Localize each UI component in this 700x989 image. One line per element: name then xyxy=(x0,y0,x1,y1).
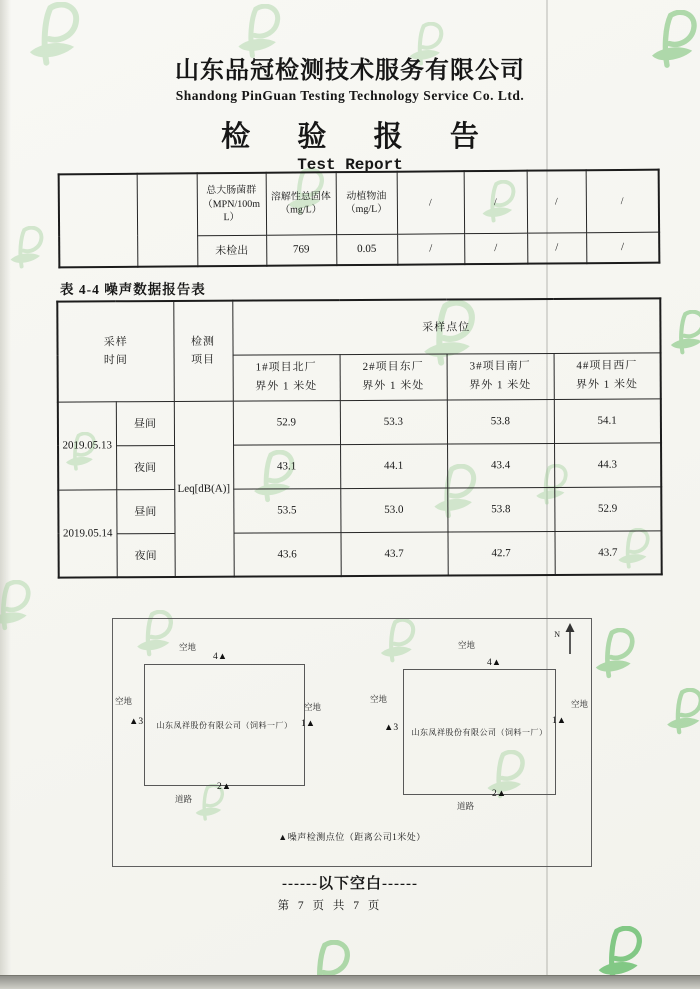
date-cell: 2019.05.13 xyxy=(58,401,116,489)
brand-watermark-logo xyxy=(588,628,640,680)
blank-below-note: ------以下空白------ xyxy=(282,876,418,892)
noise-point-4: 4▲ xyxy=(487,658,502,668)
brand-watermark-logo xyxy=(660,688,700,736)
noise-value: 52.9 xyxy=(233,400,340,445)
param-header: 总大肠菌群（MPN/100mL） xyxy=(197,173,266,236)
report-title-en: Test Report xyxy=(297,156,403,174)
open-space-label: 空地 xyxy=(458,640,476,650)
result-value: 0.05 xyxy=(336,234,397,265)
factory-name: 山东凤祥股份有限公司（饲料一厂） xyxy=(411,727,548,737)
noise-value: 43.7 xyxy=(340,532,447,577)
param-header: 溶解性总固体（mg/L） xyxy=(266,172,336,235)
road-label: 道路 xyxy=(175,794,193,804)
factory-outline-west xyxy=(144,664,305,786)
param-header: 动植物油（mg/L） xyxy=(336,172,397,234)
date-cell: 2019.05.14 xyxy=(58,489,116,577)
noise-point-1: 1▲ xyxy=(301,719,316,729)
test-item-cell: Leq[dB(A)] xyxy=(174,401,234,577)
result-value: / xyxy=(464,233,527,264)
result-value: / xyxy=(397,233,464,265)
noise-value: 53.8 xyxy=(447,399,554,444)
empty-cell xyxy=(59,174,138,268)
noise-data-table xyxy=(56,297,662,578)
noise-point-1: 1▲ xyxy=(552,716,567,726)
report-title-cn: 检 验 报 告 xyxy=(221,121,499,153)
noise-value: 53.0 xyxy=(340,488,447,533)
noise-value: 42.7 xyxy=(447,531,554,576)
period-cell: 夜间 xyxy=(116,445,174,489)
noise-value: 43.1 xyxy=(233,444,340,489)
factory-name: 山东凤祥股份有限公司（饲料一厂） xyxy=(156,720,293,730)
noise-value: 53.8 xyxy=(447,487,554,532)
noise-value: 43.7 xyxy=(554,530,661,575)
point-header: 3#项目南厂 界外 1 米处 xyxy=(447,353,554,400)
factory-outline-east xyxy=(403,669,556,795)
noise-point-2: 2▲ xyxy=(217,782,232,792)
open-space-label: 空地 xyxy=(115,696,133,706)
param-header: / xyxy=(527,170,586,232)
noise-point-2: 2▲ xyxy=(492,789,507,799)
param-header: / xyxy=(464,171,527,233)
open-space-label: 空地 xyxy=(370,694,388,704)
result-value: / xyxy=(527,232,586,263)
open-space-label: 空地 xyxy=(304,702,322,712)
noise-value: 44.1 xyxy=(340,444,447,489)
water-results-table xyxy=(58,169,661,269)
north-label: N xyxy=(554,630,560,639)
page-number: 第 7 页 共 7 页 xyxy=(277,900,383,912)
result-value: 769 xyxy=(266,234,336,266)
diagram-legend: ▲噪声检测点位（距离公司1米处） xyxy=(278,832,426,842)
point-header: 2#项目东厂 界外 1 米处 xyxy=(340,354,447,401)
report-header xyxy=(0,50,700,174)
result-value: / xyxy=(586,232,659,264)
north-arrow-icon xyxy=(563,623,577,655)
header-sampling-time: 采样 时间 xyxy=(57,301,174,402)
period-cell: 昼间 xyxy=(116,489,174,533)
noise-value: 53.3 xyxy=(340,400,447,445)
company-name-cn: 山东品冠检测技术服务有限公司 xyxy=(175,58,525,84)
scan-bottom-edge xyxy=(0,975,700,989)
param-header: / xyxy=(397,171,464,234)
noise-point-3: ▲3 xyxy=(384,723,399,733)
open-space-label: 空地 xyxy=(179,642,197,652)
noise-table-caption: 表 4-4 噪声数据报告表 xyxy=(60,282,206,297)
noise-point-3: ▲3 xyxy=(129,717,144,727)
brand-watermark-logo xyxy=(664,310,700,356)
noise-value: 43.6 xyxy=(233,532,340,577)
open-space-label: 空地 xyxy=(571,699,589,709)
result-value: 未检出 xyxy=(197,235,266,267)
noise-value: 44.3 xyxy=(554,442,661,487)
company-name-en: Shandong PinGuan Testing Technology Service Co. Ltd. xyxy=(175,88,525,103)
north-arrow xyxy=(554,623,577,655)
header-sampling-points: 采样点位 xyxy=(232,298,660,354)
noise-point-4: 4▲ xyxy=(213,652,228,662)
road-label: 道路 xyxy=(457,801,475,811)
noise-value: 53.5 xyxy=(233,488,340,533)
point-header: 1#项目北厂 界外 1 米处 xyxy=(233,354,340,401)
noise-value: 52.9 xyxy=(554,486,661,531)
header-test-item: 检测 项目 xyxy=(173,301,233,401)
period-cell: 夜间 xyxy=(116,533,174,577)
sampling-site-diagram xyxy=(112,618,592,867)
noise-value: 54.1 xyxy=(554,398,661,443)
point-header: 4#项目西厂 界外 1 米处 xyxy=(554,352,661,399)
period-cell: 昼间 xyxy=(116,401,174,445)
noise-value: 43.4 xyxy=(447,443,554,488)
empty-cell xyxy=(137,173,198,266)
param-header: / xyxy=(586,170,659,233)
